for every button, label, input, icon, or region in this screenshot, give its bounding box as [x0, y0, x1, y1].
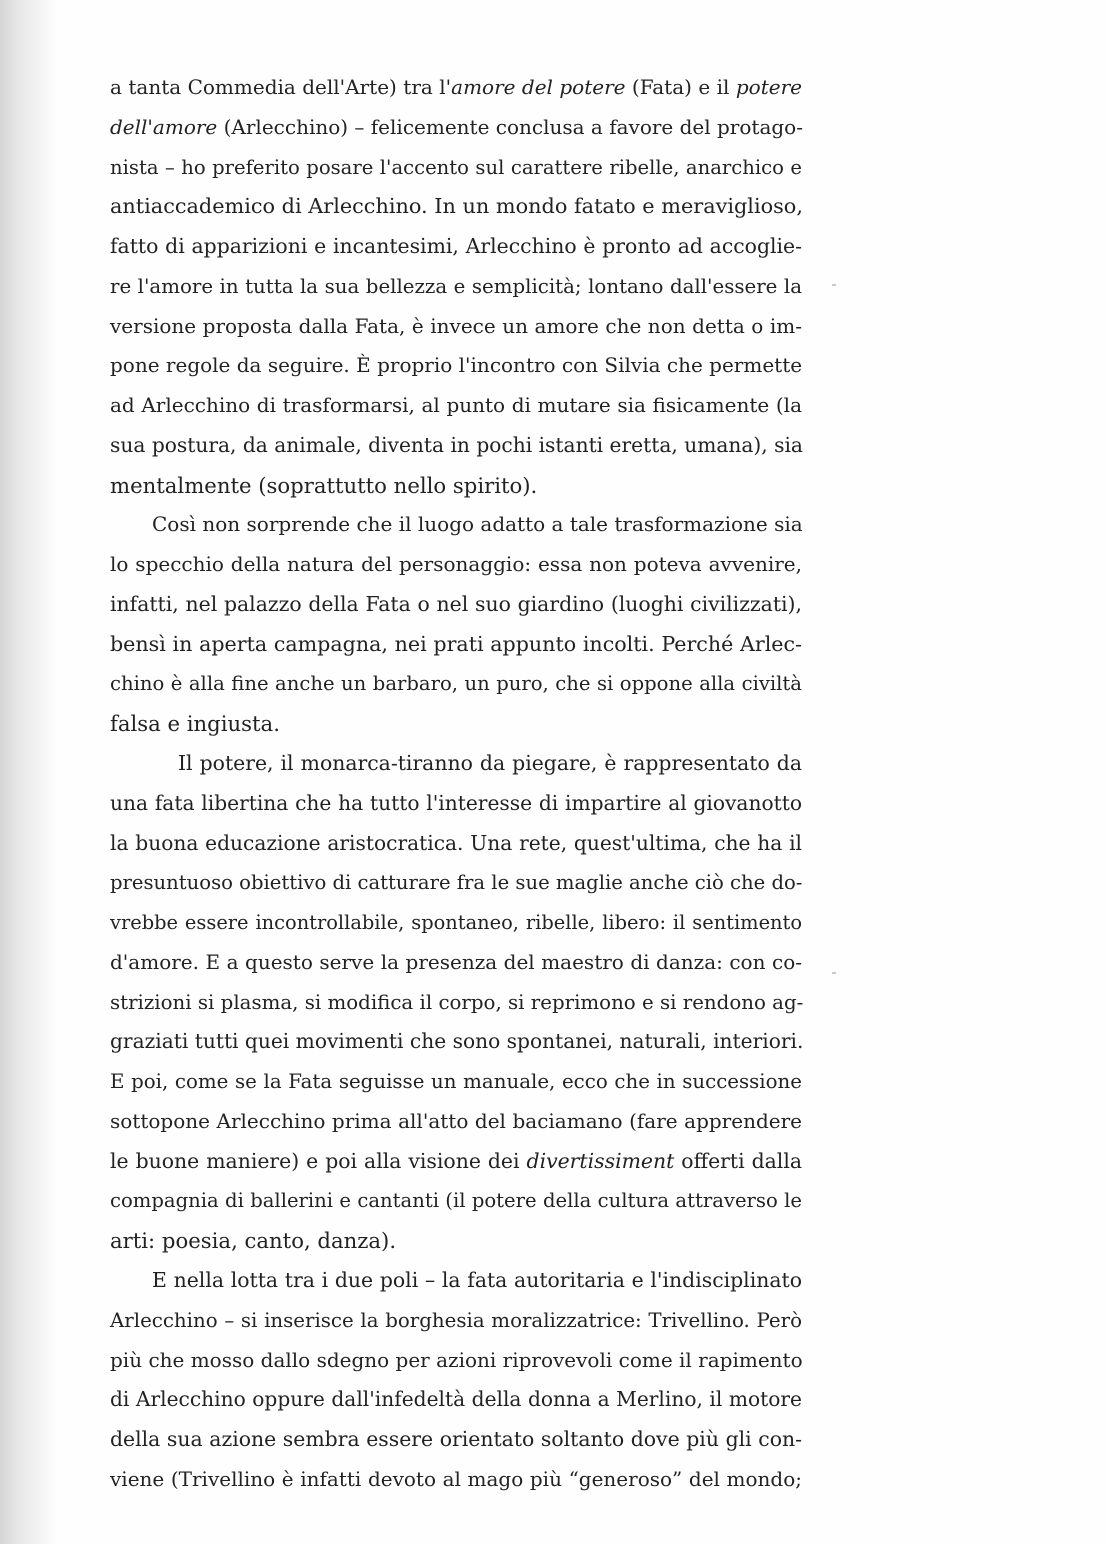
text-line: di Arlecchino oppure dall'infedeltà della donna a Merlino, il motore	[110, 1387, 802, 1412]
text-line: pone regole da seguire. È proprio l'incontro con Silvia che permette	[110, 353, 803, 378]
book-gutter-shadow	[0, 0, 56, 1544]
text-line: le buone maniere) e poi alla visione dei divertissiment offerti dalla	[110, 1148, 802, 1173]
text-line: falsa e ingiusta.	[110, 711, 280, 737]
text-line: strizioni si plasma, si modifica il corpo, si reprimono e si rendono ag-	[110, 990, 804, 1014]
text-line: arti: poesia, canto, danza).	[110, 1228, 397, 1254]
text-line: compagnia di ballerini e cantanti (il potere della cultura attraverso le	[110, 1189, 802, 1213]
text-line: Arlecchino – si inserisce la borghesia moralizzatrice: Trivellino. Però	[110, 1308, 802, 1332]
text-line: mentalmente (soprattutto nello spirito).	[110, 472, 538, 498]
text-line: E nella lotta tra i due poli – la fata autoritaria e l'indisciplinato	[152, 1267, 802, 1292]
text-line: graziati tutti quei movimenti che sono spontanei, naturali, interiori.	[110, 1029, 804, 1054]
text-line: lo specchio della natura del personaggio: essa non poteva avvenire,	[110, 552, 802, 577]
text-line: Così non sorprende che il luogo adatto a tale trasformazione sia	[152, 512, 803, 537]
text-line: fatto di apparizioni e incantesimi, Arlecchino è pronto ad accoglie-	[110, 234, 802, 259]
text-line: Il potere, il monarca-tiranno da piegare, è rappresentato da	[178, 751, 802, 776]
text-line: dell'amore (Arlecchino) – felicemente conclusa a favore del protago-	[110, 114, 803, 139]
text-line: sua postura, da animale, diventa in pochi istanti eretta, umana), sia	[110, 432, 803, 457]
text-line: a tanta Commedia dell'Arte) tra l'amore del potere (Fata) e il potere	[110, 75, 802, 99]
text-line: vrebbe essere incontrollabile, spontaneo, ribelle, libero: il sentimento	[110, 911, 802, 935]
text-line: ad Arlecchino di trasformarsi, al punto di mutare sia fisicamente (la	[110, 393, 802, 418]
text-line: presuntuoso obiettivo di catturare fra le sue maglie anche ciò che do-	[110, 871, 803, 895]
text-line: chino è alla fine anche un barbaro, un puro, che si oppone alla civiltà	[110, 672, 802, 696]
text-line: la buona educazione aristocratica. Una rete, quest'ultima, che ha il	[110, 830, 802, 855]
text-line: viene (Trivellino è infatti devoto al mago più “generoso” del mondo;	[110, 1466, 802, 1491]
text-line: versione proposta dalla Fata, è invece un amore che non detta o im-	[110, 313, 802, 338]
text-line: re l'amore in tutta la sua bellezza e semplicità; lontano dall'essere la	[110, 274, 802, 298]
text-line: della sua azione sembra essere orientato soltanto dove più gli con-	[110, 1427, 802, 1452]
text-line: d'amore. E a questo serve la presenza del maestro di danza: con co-	[110, 949, 802, 974]
text-line: più che mosso dallo sdegno per azioni riprovevoli come il rapimento	[110, 1347, 803, 1372]
text-line: bensì in aperta campagna, nei prati appunto incolti. Perché Arlec-	[110, 631, 802, 656]
text-line: nista – ho preferito posare l'accento sul carattere ribelle, anarchico e	[110, 155, 802, 179]
body-text	[110, 68, 802, 1500]
text-line: una fata libertina che ha tutto l'interesse di impartire al giovanotto	[110, 790, 802, 815]
scan-speck	[832, 972, 836, 974]
text-line: E poi, come se la Fata seguisse un manuale, ecco che in successione	[110, 1070, 802, 1094]
text-line: sottopone Arlecchino prima all'atto del baciamano (fare apprendere	[110, 1108, 802, 1133]
text-line: infatti, nel palazzo della Fata o nel suo giardino (luoghi civilizzati),	[110, 591, 802, 616]
scan-speck	[832, 284, 836, 286]
text-line: antiaccademico di Arlecchino. In un mondo fatato e meraviglioso,	[110, 194, 803, 219]
